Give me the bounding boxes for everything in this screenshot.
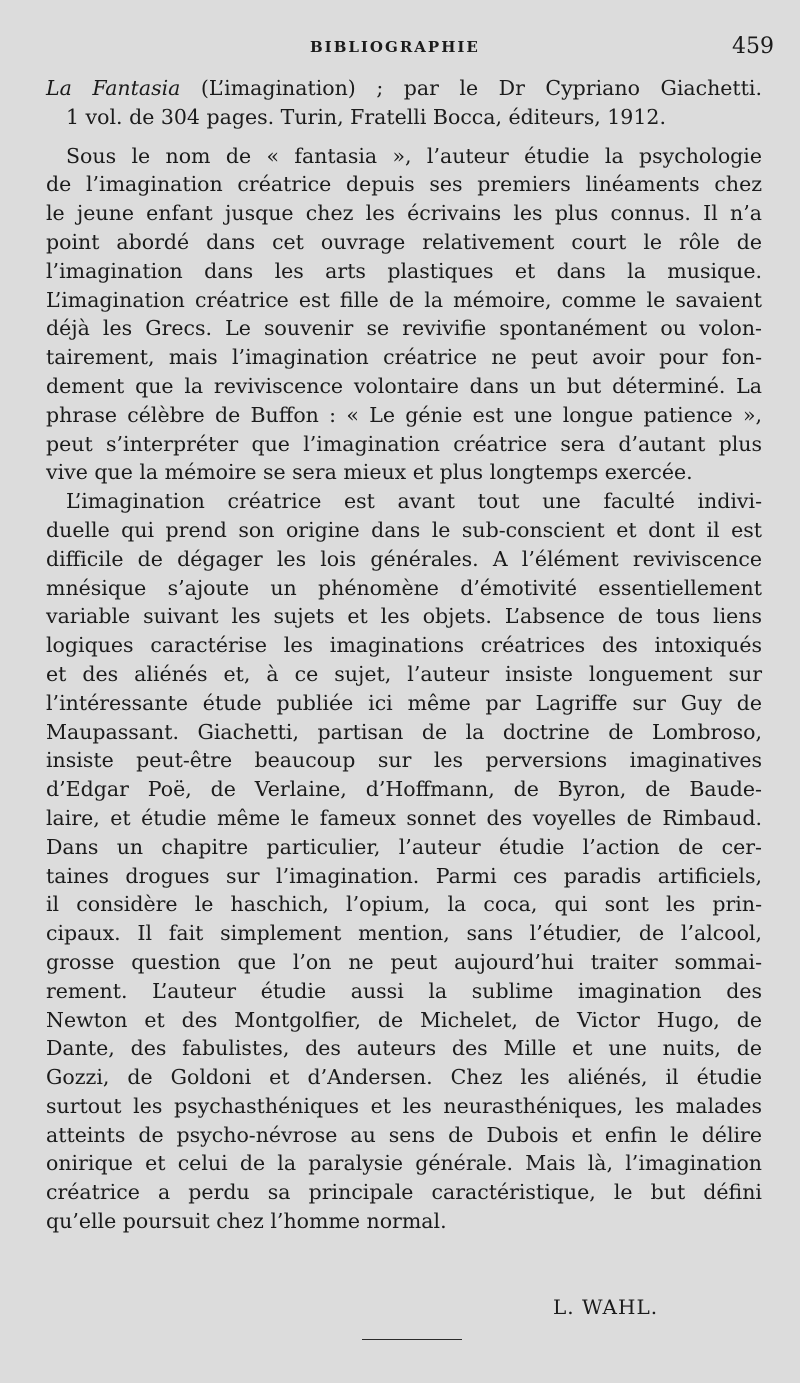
text-line: difficile de dégager les lois générales. A l’élément reviviscence: [46, 546, 762, 571]
running-head: BIBLIOGRAPHIE: [310, 38, 480, 56]
citation-line-1: [46, 74, 762, 103]
text-line: dement que la reviviscence volontaire dans un but déterminé. La: [46, 373, 762, 398]
text-line: d’Edgar Poë, de Verlaine, d’Hoffmann, de Byron, de Baude-: [46, 777, 762, 802]
page-header: [0, 34, 800, 64]
citation-line-2: 1 vol. de 304 pages. Turin, Fratelli Bocca, éditeurs, 1912.: [66, 104, 666, 129]
text-line: qu’elle poursuit chez l’homme normal.: [46, 1209, 447, 1234]
page-number: 459: [732, 34, 774, 59]
text-line: variable suivant les sujets et les objets. L’absence de tous liens: [46, 604, 762, 629]
book-title: La Fantasia: [46, 76, 181, 100]
text-line: duelle qui prend son origine dans le sub-conscient et dont il est: [46, 517, 762, 542]
text-line: le jeune enfant jusque chez les écrivains les plus connus. Il n’a: [46, 201, 762, 226]
text-line: phrase célèbre de Buffon : « Le génie est une longue patience »,: [46, 402, 762, 427]
book-citation: [46, 74, 762, 132]
citation-line-1-rest: (L’imagination) ; par le Dr Cypriano Giachetti.: [200, 76, 762, 100]
text-line: Newton et des Montgolfier, de Michelet, de Victor Hugo, de: [46, 1007, 762, 1032]
text-line: l’intéressante étude publiée ici même par Lagriffe sur Guy de: [46, 690, 762, 715]
text-line: vive que la mémoire se sera mieux et plus longtemps exercée.: [46, 460, 693, 485]
paragraph-1: [46, 142, 762, 488]
text-line: l’imagination dans les arts plastiques et dans la musique.: [46, 258, 762, 283]
text-line: onirique et celui de la paralysie générale. Mais là, l’imagination: [46, 1151, 762, 1176]
text-line: L’imagination créatrice est fille de la mémoire, comme le savaient: [46, 287, 762, 312]
text-line: créatrice a perdu sa principale caractéristique, le but défini: [46, 1180, 762, 1205]
paragraph-2: [46, 487, 762, 1236]
text-line: insiste peut-être beaucoup sur les perversions imaginatives: [46, 748, 762, 773]
text-line: tairement, mais l’imagination créatrice ne peut avoir pour fon-: [46, 345, 762, 370]
text-line: logiques caractérise les imaginations créatrices des intoxiqués: [46, 633, 762, 658]
text-line: peut s’interpréter que l’imagination créatrice sera d’autant plus: [46, 431, 762, 456]
text-line: taines drogues sur l’imagination. Parmi ces paradis artificiels,: [46, 863, 762, 888]
text-line: L’imagination créatrice est avant tout une faculté indivi-: [66, 489, 762, 514]
text-line: cipaux. Il fait simplement mention, sans l’étudier, de l’alcool,: [46, 921, 762, 946]
closing-rule: [362, 1339, 462, 1340]
text-line: Dante, des fabulistes, des auteurs des Mille et une nuits, de: [46, 1036, 762, 1061]
text-line: déjà les Grecs. Le souvenir se revivifie spontanément ou volon-: [46, 316, 762, 341]
text-line: rement. L’auteur étudie aussi la sublime imagination des: [46, 978, 762, 1003]
text-line: il considère le haschich, l’opium, la coca, qui sont les prin-: [46, 892, 762, 917]
text-line: mnésique s’ajoute un phénomène d’émotivité essentiellement: [46, 575, 762, 600]
text-line: Dans un chapitre particulier, l’auteur étudie l’action de cer-: [46, 834, 762, 859]
text-line: atteints de psycho-névrose au sens de Dubois et enfin le délire: [46, 1122, 762, 1147]
text-line: Gozzi, de Goldoni et d’Andersen. Chez les aliénés, il étudie: [46, 1065, 762, 1090]
text-line: grosse question que l’on ne peut aujourd’hui traiter sommai-: [46, 949, 762, 974]
text-line: Maupassant. Giachetti, partisan de la doctrine de Lombroso,: [46, 719, 762, 744]
author-signature: L. WAHL.: [553, 1295, 659, 1319]
text-line: laire, et étudie même le fameux sonnet des voyelles de Rimbaud.: [46, 805, 762, 830]
text-line: Sous le nom de « fantasia », l’auteur étudie la psychologie: [66, 143, 762, 168]
text-line: surtout les psychasthéniques et les neurasthéniques, les malades: [46, 1093, 762, 1118]
text-line: de l’imagination créatrice depuis ses premiers linéaments chez: [46, 172, 762, 197]
text-line: point abordé dans cet ouvrage relativement court le rôle de: [46, 229, 762, 254]
text-line: et des aliénés et, à ce sujet, l’auteur insiste longuement sur: [46, 661, 762, 686]
article-body: [46, 74, 762, 1236]
